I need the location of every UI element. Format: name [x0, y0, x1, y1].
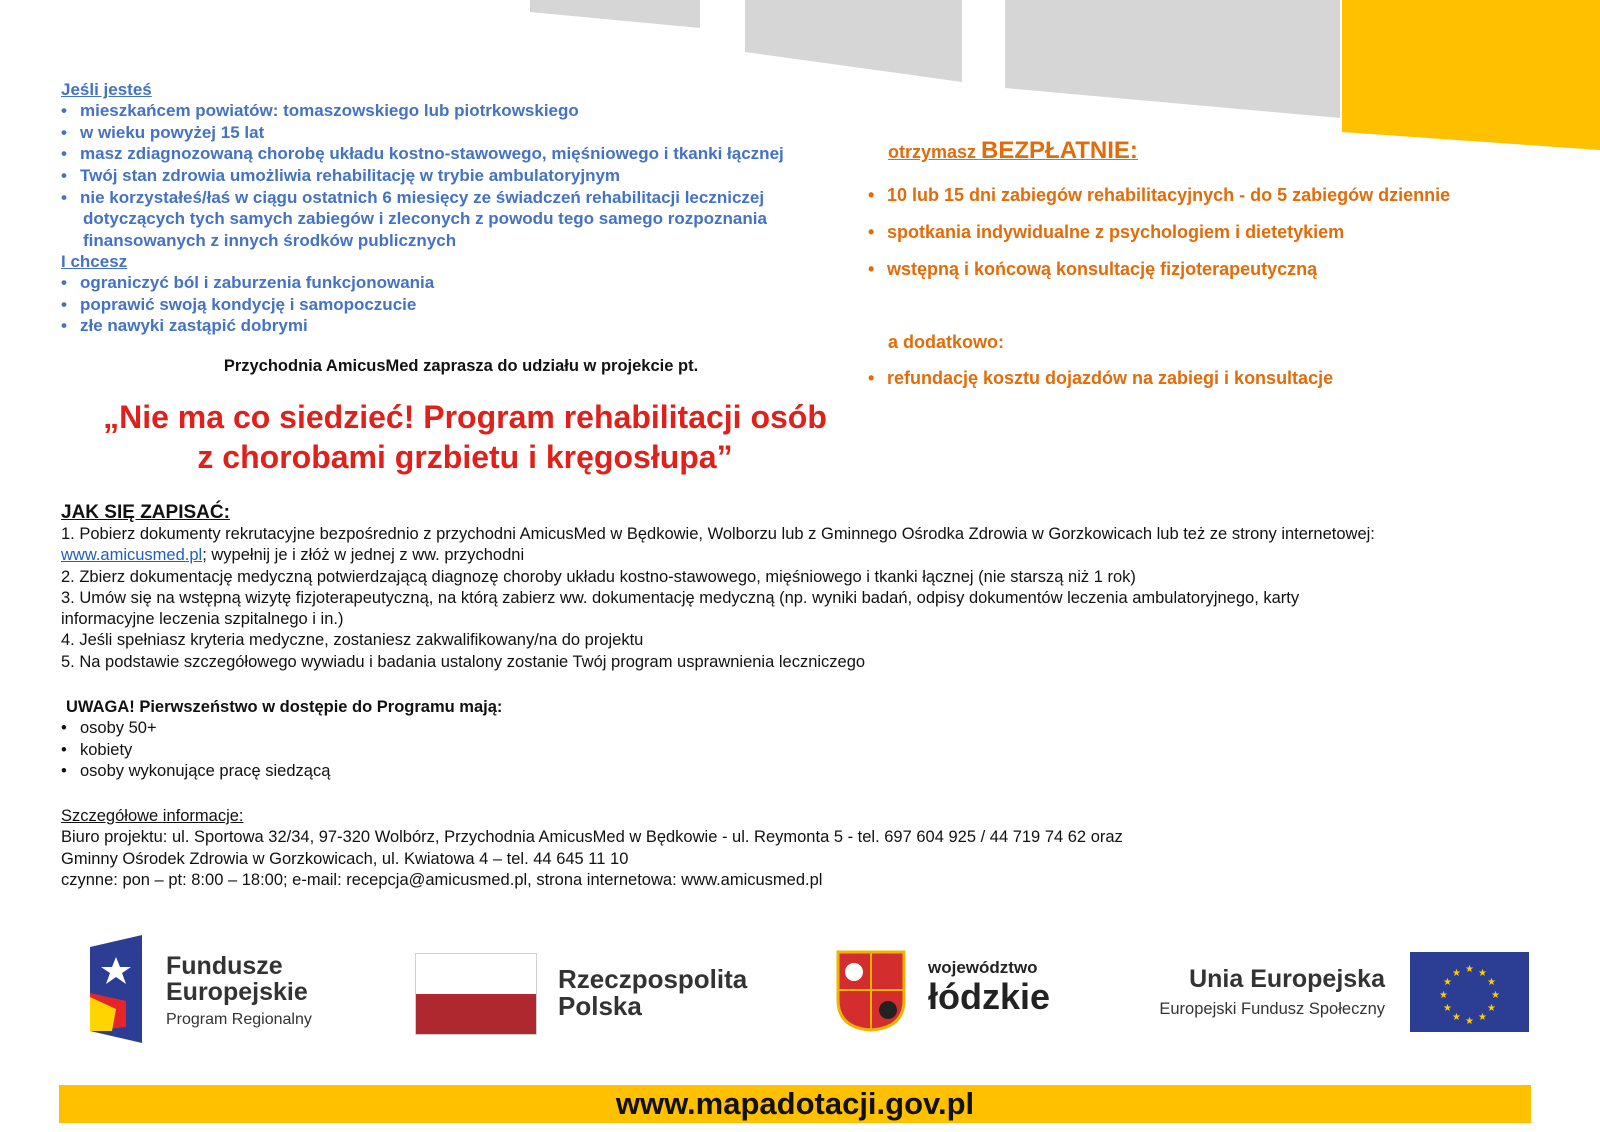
details-section [61, 806, 1561, 891]
lodzkie-logo-text [928, 958, 1050, 1016]
signup-step: 5. Na podstawie szczegółowego wywiadu i badania ustalony zostanie Twój program usprawnienia leczniczego [61, 652, 866, 671]
list-item: • nie korzystałeś/łaś w ciągu ostatnich 6 miesięcy ze świadczeń rehabilitacji leczniczej [61, 187, 891, 209]
signup-step: 3. Umów się na wstępną wizytę fizjoterapeutyczną, na którą zabierz ww. dokumentację medyczną (np. wyniki badań, odpisy dokumentów leczenia ambulatoryjnego, karty [61, 588, 1300, 607]
list-item: • masz zdiagnozowaną chorobę układu kostno-stawowego, mięśniowego i tkanki łącznej [61, 143, 891, 165]
svg-text:★: ★ [1465, 1016, 1474, 1027]
details-line: Biuro projektu: ul. Sportowa 32/34, 97-320 Wolbórz, Przychodnia AmicusMed w Będkowie - ul. Reymonta 5 - tel. 697 604 925 / 44 719 74 62 oraz [61, 828, 1123, 847]
priority-list [61, 718, 861, 783]
grey-shape-3 [1005, 0, 1340, 118]
signup-step: 1. Pobierz dokumenty rekrutacyjne bezpośrednio z przychodni AmicusMed w Będkowie, Wolborzu lub z Gminnego Ośrodka Zdrowia w Gorzkowicach lub też ze strony internetowej: [61, 525, 1375, 543]
svg-text:★: ★ [1443, 1003, 1452, 1014]
list-item: • refundację kosztu dojazdów na zabiegi i konsultacje [868, 360, 1588, 397]
extra-list [868, 360, 1588, 397]
fe-subtitle: Program Regionalny [166, 1011, 312, 1028]
list-item: • w wieku powyżej 15 lat [61, 122, 891, 144]
list-item: • złe nawyki zastąpić dobrymi [61, 315, 891, 337]
list-item: • 10 lub 15 dni zabiegów rehabilitacyjnych - do 5 zabiegów dziennie [868, 177, 1588, 214]
footer-url[interactable]: www.mapadotacji.gov.pl [615, 1086, 975, 1121]
svg-text:★: ★ [1487, 977, 1496, 988]
wants-heading: I chcesz [61, 251, 128, 271]
wants-list [61, 272, 891, 337]
eligibility-list [61, 100, 891, 208]
svg-text:★: ★ [1487, 1003, 1496, 1014]
details-line: Gminny Ośrodek Zdrowia w Gorzkowicach, ul. Kwiatowa 4 – tel. 44 645 11 10 [61, 849, 629, 868]
website-link[interactable]: www.amicusmed.pl [61, 546, 203, 565]
signup-step-rest: ; wypełnij je i złóż w jednej z ww. przychodni [202, 546, 525, 565]
svg-text:★: ★ [1465, 964, 1474, 975]
offer-list [868, 177, 1588, 288]
list-item: • spotkania indywidualne z psychologiem i dietetykiem [868, 214, 1588, 251]
flag-red [416, 994, 536, 1034]
svg-text:★: ★ [1478, 1012, 1487, 1023]
ue-title: Unia Europejska [1189, 965, 1385, 993]
svg-text:★: ★ [1443, 977, 1452, 988]
fe-title-line: Europejskie [166, 978, 308, 1006]
fe-title [166, 953, 308, 1005]
offer-lead-free: BEZPŁATNIE: [981, 137, 1138, 164]
eligibility-continuation: dotyczących tych samych zabiegów i zleconych z powodu tego samego rozpoznania [83, 209, 767, 229]
invitation-text: Przychodnia AmicusMed zaprasza do udziału w projekcie pt. [223, 357, 699, 375]
project-title [40, 397, 890, 477]
priority-heading: UWAGA! Pierwszeństwo w dostępie do Programu mają: [66, 698, 503, 716]
signup-section [61, 502, 1591, 673]
signup-step-continuation: informacyjne leczenia szpitalnego i in.) [61, 610, 344, 629]
svg-text:★: ★ [1452, 1012, 1461, 1023]
list-item: • osoby wykonujące pracę siedzącą [61, 761, 861, 783]
list-item: • Twój stan zdrowia umożliwia rehabilitację w trybie ambulatoryjnym [61, 165, 891, 187]
polish-flag [415, 953, 537, 1035]
woj-big: łódzkie [928, 976, 1051, 1017]
list-item: • poprawić swoją kondycję i samopoczucie [61, 294, 891, 316]
list-item: • ograniczyć ból i zaburzenia funkcjonowania [61, 272, 891, 294]
list-item: • wstępną i końcową konsultację fizjoterapeutyczną [868, 251, 1588, 288]
rp-line: Polska [558, 991, 642, 1021]
fe-title-line: Fundusze [166, 952, 283, 980]
fundusze-europejskie-logo [86, 935, 346, 1045]
priority-section [61, 697, 861, 783]
eligibility-heading: Jeśli jesteś [61, 80, 152, 99]
yellow-corner-shape [1342, 0, 1600, 150]
list-item: • osoby 50+ [61, 718, 861, 740]
flag-white [416, 954, 536, 994]
grey-shape-2 [745, 0, 962, 82]
offer-lead-text: otrzymasz [888, 142, 982, 162]
eligibility-continuation: finansowanych z innych środków publicznych [83, 230, 457, 250]
eligibility-block [61, 79, 891, 337]
rzeczpospolita-logo-text [558, 966, 747, 1020]
woj-small: województwo [928, 958, 1038, 977]
fe-star-icon [86, 935, 144, 1043]
svg-text:★: ★ [1439, 990, 1448, 1001]
signup-heading: JAK SIĘ ZAPISAĆ: [61, 502, 230, 523]
offer-block [868, 136, 1588, 397]
signup-step: 2. Zbierz dokumentację medyczną potwierdzającą diagnozę choroby układu kostno-stawowego, mięśniowego i tkanki łącznej (nie starszą niż 1 rok) [61, 567, 1136, 586]
svg-text:★: ★ [1478, 968, 1487, 979]
offer-lead [868, 136, 1588, 167]
title-line: z chorobami grzbietu i kręgosłupa” [197, 439, 733, 475]
extra-heading: a dodatkowo: [888, 332, 1004, 352]
details-line: czynne: pon – pt: 8:00 – 18:00; e-mail: recepcja@amicusmed.pl, strona internetowa: www.amicusmed.pl [61, 870, 823, 889]
lodzkie-coat-of-arms-icon [836, 950, 906, 1032]
signup-step-continuation [61, 545, 1591, 566]
svg-text:★: ★ [1491, 990, 1500, 1001]
svg-text:★: ★ [1452, 968, 1461, 979]
title-line: „Nie ma co siedzieć! Program rehabilitacji osób [103, 399, 827, 435]
grey-shape-1 [530, 0, 700, 28]
ue-subtitle: Europejski Fundusz Społeczny [1159, 1000, 1385, 1018]
ue-logo-text [1125, 965, 1385, 1019]
list-item: • mieszkańcem powiatów: tomaszowskiego lub piotrkowskiego [61, 100, 891, 122]
signup-step: 4. Jeśli spełniasz kryteria medyczne, zostaniesz zakwalifikowany/na do projektu [61, 631, 644, 650]
eu-flag-icon [1410, 952, 1529, 1032]
details-heading: Szczegółowe informacje: [61, 807, 244, 825]
rp-line: Rzeczpospolita [558, 964, 748, 994]
list-item: • kobiety [61, 740, 861, 762]
